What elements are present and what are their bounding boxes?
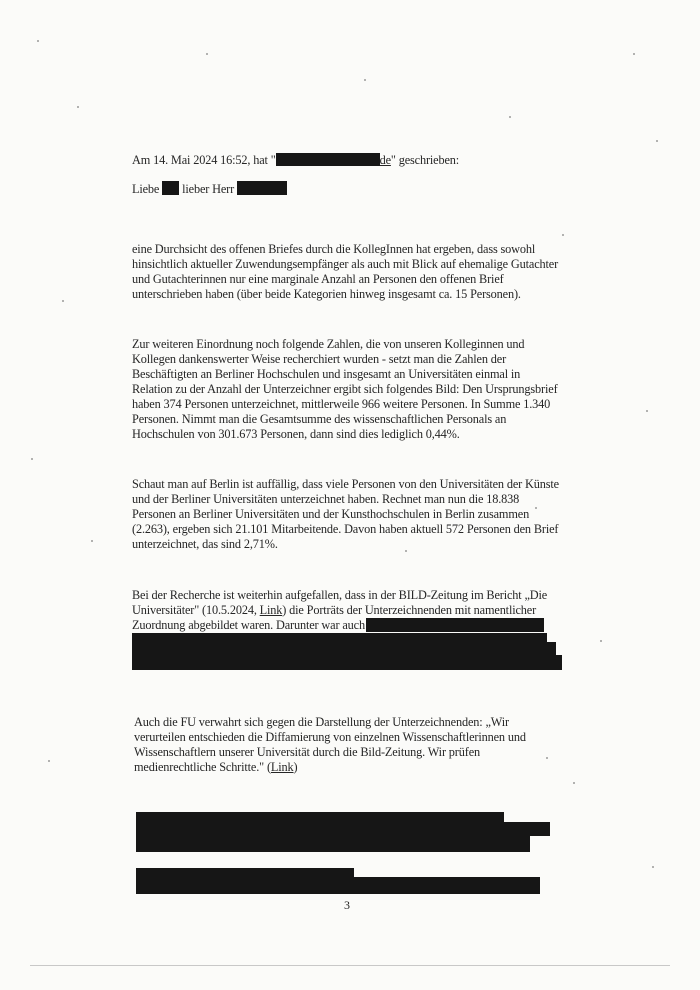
scan-speck xyxy=(91,540,93,542)
para1-line: hinsichtlich aktueller Zuwendungsempfänger als auch mit Blick auf ehemalige Gutachter xyxy=(132,257,559,271)
para2-line: Zur weiteren Einordnung noch folgende Zahlen, die von unseren Kolleginnen und xyxy=(132,337,525,351)
page-number: 3 xyxy=(344,898,350,912)
para2-line: Relation zu der Anzahl der Unterzeichner ergibt sich folgendes Bild: Den Ursprungsbrief xyxy=(132,382,558,396)
redacted-block xyxy=(136,835,530,852)
scan-speck xyxy=(562,234,564,236)
para5-line: Auch die FU verwahrt sich gegen die Darstellung der Unterzeichnenden: „Wir xyxy=(134,715,509,729)
scan-edge-line xyxy=(30,965,670,966)
salutation-part1: Liebe xyxy=(132,182,160,196)
para5-text: ) xyxy=(293,760,298,774)
para5-text: medienrechtliche Schritte." ( xyxy=(134,760,271,774)
scan-speck xyxy=(405,550,407,552)
para5-line xyxy=(134,760,297,775)
fu-statement-link[interactable]: Link xyxy=(270,760,294,774)
scan-speck xyxy=(652,866,654,868)
para3-line: und der Berliner Universitäten unterzeichnet haben. Rechnet man nun die 18.838 xyxy=(132,492,520,506)
para2-line: haben 374 Personen unterzeichnet, mittlerweile 966 weitere Personen. In Summe 1.340 xyxy=(132,397,551,411)
para3-line: Personen an Berliner Universitäten und der Kunsthochschulen in Berlin zusammen xyxy=(132,507,530,521)
redacted-block xyxy=(366,618,544,632)
scan-speck xyxy=(48,760,50,762)
para2-line: Beschäftigten an Berliner Hochschulen und insgesamt an Universitäten einmal in xyxy=(132,367,521,381)
redacted-block xyxy=(136,822,550,836)
header-domain: de xyxy=(379,153,391,167)
redacted-sender xyxy=(276,153,380,166)
salutation-line xyxy=(132,181,287,197)
email-header-line xyxy=(132,153,459,168)
para5-line: verurteilen entschieden die Diffamierung von einzelnen Wissenschaftlerinnen und xyxy=(134,730,526,744)
para2-line: Kollegen dankenswerter Weise recherchiert wurden - setzt man die Zahlen der xyxy=(132,352,507,366)
redacted-block xyxy=(136,877,540,894)
scan-speck xyxy=(573,782,575,784)
para4-text: ) die Porträts der Unterzeichnenden mit namentlicher xyxy=(282,603,537,617)
scan-speck xyxy=(646,410,648,412)
scan-speck xyxy=(656,140,658,142)
para2-line: Personen. Nimmt man die Gesamtsumme des wissenschaftlichen Personals an xyxy=(132,412,507,426)
para4-text: Zuordnung abgebildet waren. Darunter war auch xyxy=(132,618,365,632)
redacted-first-name xyxy=(162,181,179,195)
para4-line: Bei der Recherche ist weiterhin aufgefallen, dass in der BILD-Zeitung im Bericht „Die xyxy=(132,588,548,602)
scan-speck xyxy=(206,53,208,55)
salutation-part2: lieber Herr xyxy=(182,182,235,196)
para3-line: Schaut man auf Berlin ist auffällig, dass viele Personen von den Universitäten der Künste xyxy=(132,477,559,491)
para4-text: Universitäter" (10.5.2024, xyxy=(132,603,260,617)
redacted-last-name xyxy=(237,181,287,195)
redacted-block xyxy=(132,655,562,670)
para1-line: unterschrieben haben (über beide Kategorien hinweg insgesamt ca. 15 Personen). xyxy=(132,287,521,301)
scan-speck xyxy=(364,79,366,81)
para5-line: Wissenschaftlern unserer Universität durch die Bild-Zeitung. Wir prüfen xyxy=(134,745,481,759)
para1-line: eine Durchsicht des offenen Briefes durch die KollegInnen hat ergeben, dass sowohl xyxy=(132,242,536,256)
scan-speck xyxy=(37,40,39,42)
header-prefix: Am 14. Mai 2024 16:52, hat " xyxy=(132,153,276,167)
bild-article-link[interactable]: Link xyxy=(259,603,283,617)
para4-line xyxy=(132,603,536,618)
para1-line: und Gutachterinnen nur eine marginale Anzahl an Personen den offenen Brief xyxy=(132,272,504,286)
para3-line: unterzeichnet, das sind 2,71%. xyxy=(132,537,278,551)
scan-speck xyxy=(77,106,79,108)
scan-speck xyxy=(600,640,602,642)
para2-line: Hochschulen von 301.673 Personen, dann sind dies lediglich 0,44%. xyxy=(132,427,460,441)
header-suffix: " geschrieben: xyxy=(390,153,460,167)
scan-speck xyxy=(546,757,548,759)
para3-line: (2.263), ergeben sich 21.101 Mitarbeitende. Davon haben aktuell 572 Personen den Brief xyxy=(132,522,559,536)
scan-speck xyxy=(535,507,537,509)
scan-speck xyxy=(31,458,33,460)
scan-speck xyxy=(633,53,635,55)
scan-speck xyxy=(62,300,64,302)
scan-speck xyxy=(509,116,511,118)
para4-line xyxy=(132,618,365,633)
redacted-block xyxy=(132,642,556,656)
